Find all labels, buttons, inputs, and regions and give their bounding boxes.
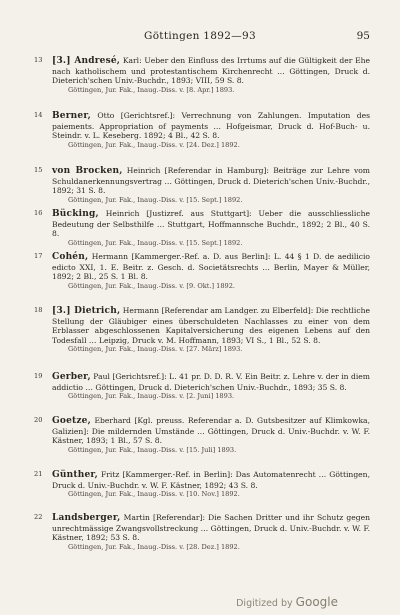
- entry-text: Heinrich [Justizref. aus Stuttgart]: Ueber die ausschliessliche Bedeutung der Selbsthilfe … Stuttgart, Hoffmannsche Buchdr., 1892; 2 Bl., 40 S. 8.: [52, 209, 370, 239]
- entry-author: [3.] Dietrich,: [52, 306, 121, 316]
- google-logo: Google: [295, 595, 338, 609]
- entry-text: Martin [Referendar]: Die Sachen Dritter und ihr Schutz gegen unrechtmässige Zwangsvollstreckung … Göttingen, Druck d. Univ.-Buchdr. v. W. F. Kästner, 1892; 53 S. 8.: [52, 513, 370, 543]
- entry-body: [52, 372, 370, 392]
- entry-number: 18: [34, 306, 43, 314]
- entry-number: 19: [34, 372, 43, 380]
- entry-text: Eberhard [Kgl. preuss. Referendar a. D. Gutsbesitzer auf Klimkowka, Galizien]: Die mildernden Umstände … Göttingen, Druck d. Univ.-Buchdr. v. W. F. Kästner, 1893; 1 Bl., 57 S. 8.: [52, 416, 370, 446]
- entry-21: [34, 470, 370, 499]
- entry-text: Heinrich [Referendar in Hamburg]: Beiträge zur Lehre vom Schuldanerkennungsvertrag … Göttingen, Druck d. Dieterich'schen Univ.-Buchdr., 1892; 31 S. 8.: [52, 166, 371, 196]
- watermark-prefix: Digitized by: [236, 598, 293, 609]
- entry-number: 16: [34, 209, 43, 217]
- entry-note: Göttingen, Jur. Fak., Inaug.-Diss. v. [28. Dez.] 1892.: [68, 542, 240, 551]
- entry-note: Göttingen, Jur. Fak., Inaug.-Diss. v. [9. Okt.] 1892.: [68, 281, 236, 290]
- entry-15: [34, 166, 370, 205]
- entry-number: 13: [34, 56, 43, 64]
- entry-number: 20: [34, 416, 43, 424]
- entry-author: Goetze,: [52, 416, 91, 426]
- entry-22: [34, 513, 370, 552]
- entry-body: [52, 470, 370, 490]
- entry-13: [34, 56, 370, 95]
- entry-author: Günther,: [52, 470, 99, 480]
- entry-body: [52, 252, 370, 282]
- entry-text: Hermann [Kammerger.-Ref. a. D. aus Berlin]: L. 44 § 1 D. de aedilicio edicto XXI, 1. E. Beitr. z. Gesch. d. Societätsrechts … Berlin, Mayer & Müller, 1892; 2 Bl., 25 S. 1 Bl. 8.: [52, 252, 370, 282]
- entry-text: Karl: Ueber den Einfluss des Irrtums auf die Gültigkeit der Ehe nach katholischem und protestantischem Kirchenrecht … Göttingen, Druck d. Dieterich'schen Univ.-Buchdr., 1893; VIII, 59 S. 8.: [52, 56, 370, 86]
- entry-20: [34, 416, 370, 455]
- entry-body: [52, 56, 370, 86]
- entry-body: [52, 111, 370, 141]
- page-header: [30, 30, 370, 44]
- entry-note: Göttingen, Jur. Fak., Inaug.-Diss. v. [24. Dez.] 1892.: [68, 140, 240, 149]
- entry-number: 22: [34, 513, 43, 521]
- entry-author: [3.] Andresé,: [52, 56, 121, 66]
- entry-number: 14: [34, 111, 43, 119]
- entry-number: 15: [34, 166, 43, 174]
- entry-author: Berner,: [52, 111, 91, 121]
- entry-author: Bücking,: [52, 209, 99, 219]
- entry-number: 21: [34, 470, 43, 478]
- entry-note: Göttingen, Jur. Fak., Inaug.-Diss. v. [10. Nov.] 1892.: [68, 490, 240, 499]
- entry-number: 17: [34, 252, 43, 260]
- entry-18: [34, 306, 370, 354]
- entry-body: [52, 416, 370, 446]
- entry-17: [34, 252, 370, 291]
- entry-text: Fritz [Kammerger.-Ref. in Berlin]: Das Automatenrecht … Göttingen, Druck d. Univ.-Buchdr. v. W. F. Kästner, 1892; 43 S. 8.: [52, 470, 370, 490]
- entry-note: Göttingen, Jur. Fak., Inaug.-Diss. v. [15. Sept.] 1892.: [68, 195, 243, 204]
- entry-note: Göttingen, Jur. Fak., Inaug.-Diss. v. [15. Sept.] 1892.: [68, 238, 243, 247]
- entry-author: von Brocken,: [52, 166, 123, 176]
- entry-14: [34, 111, 370, 150]
- page-title: Göttingen 1892—93: [144, 30, 256, 42]
- page-number: 95: [356, 30, 370, 42]
- entry-note: Göttingen, Jur. Fak., Inaug.-Diss. v. [2. Juni] 1893.: [68, 392, 235, 401]
- entry-16: [34, 209, 370, 248]
- entry-body: [52, 513, 370, 543]
- entry-note: Göttingen, Jur. Fak., Inaug.-Diss. v. [15. Juli] 1893.: [68, 445, 237, 454]
- entry-body: [52, 306, 370, 345]
- digitization-watermark: [236, 595, 338, 609]
- entry-note: Göttingen, Jur. Fak., Inaug.-Diss. v. [8. Apr.] 1893.: [68, 85, 235, 94]
- entry-note: Göttingen, Jur. Fak., Inaug.-Diss. v. [27. März] 1893.: [68, 345, 243, 354]
- entry-body: [52, 209, 370, 239]
- entry-body: [52, 166, 370, 196]
- entry-author: Gerber,: [52, 372, 91, 382]
- entry-text: Hermann [Referendar am Landger. zu Elberfeld]: Die rechtliche Stellung der Gläubiger eines überschuldeten Nachlasses zu einer von dem Erblasser abgeschlossenen Kapitalversicherung des eigenen Lebens auf den Todesfall … Leipzig, Druck v. M. Hoffmann, 1893; VI S., 1 Bl., 52 S. 8.: [52, 306, 370, 345]
- entry-19: [34, 372, 370, 401]
- entry-text: Paul [Gerichtsref.]: L. 41 pr. D. D. R. V. Ein Beitr. z. Lehre v. der in diem addictio … Göttingen, Druck d. Dieterich'schen Univ.-Buchdr., 1893; 35 S. 8.: [52, 372, 371, 392]
- entry-author: Landsberger,: [52, 513, 121, 523]
- entry-text: Otto [Gerichtsref.]: Verrechnung von Zahlungen. Imputation des paiements. Appropriation of payments … Hofgeismar, Druck d. Hof-Buch- u. Steindr. v. L. Keseberg. 1892; 4 Bl., 42 S. 8.: [52, 111, 370, 141]
- entry-author: Cohén,: [52, 252, 89, 262]
